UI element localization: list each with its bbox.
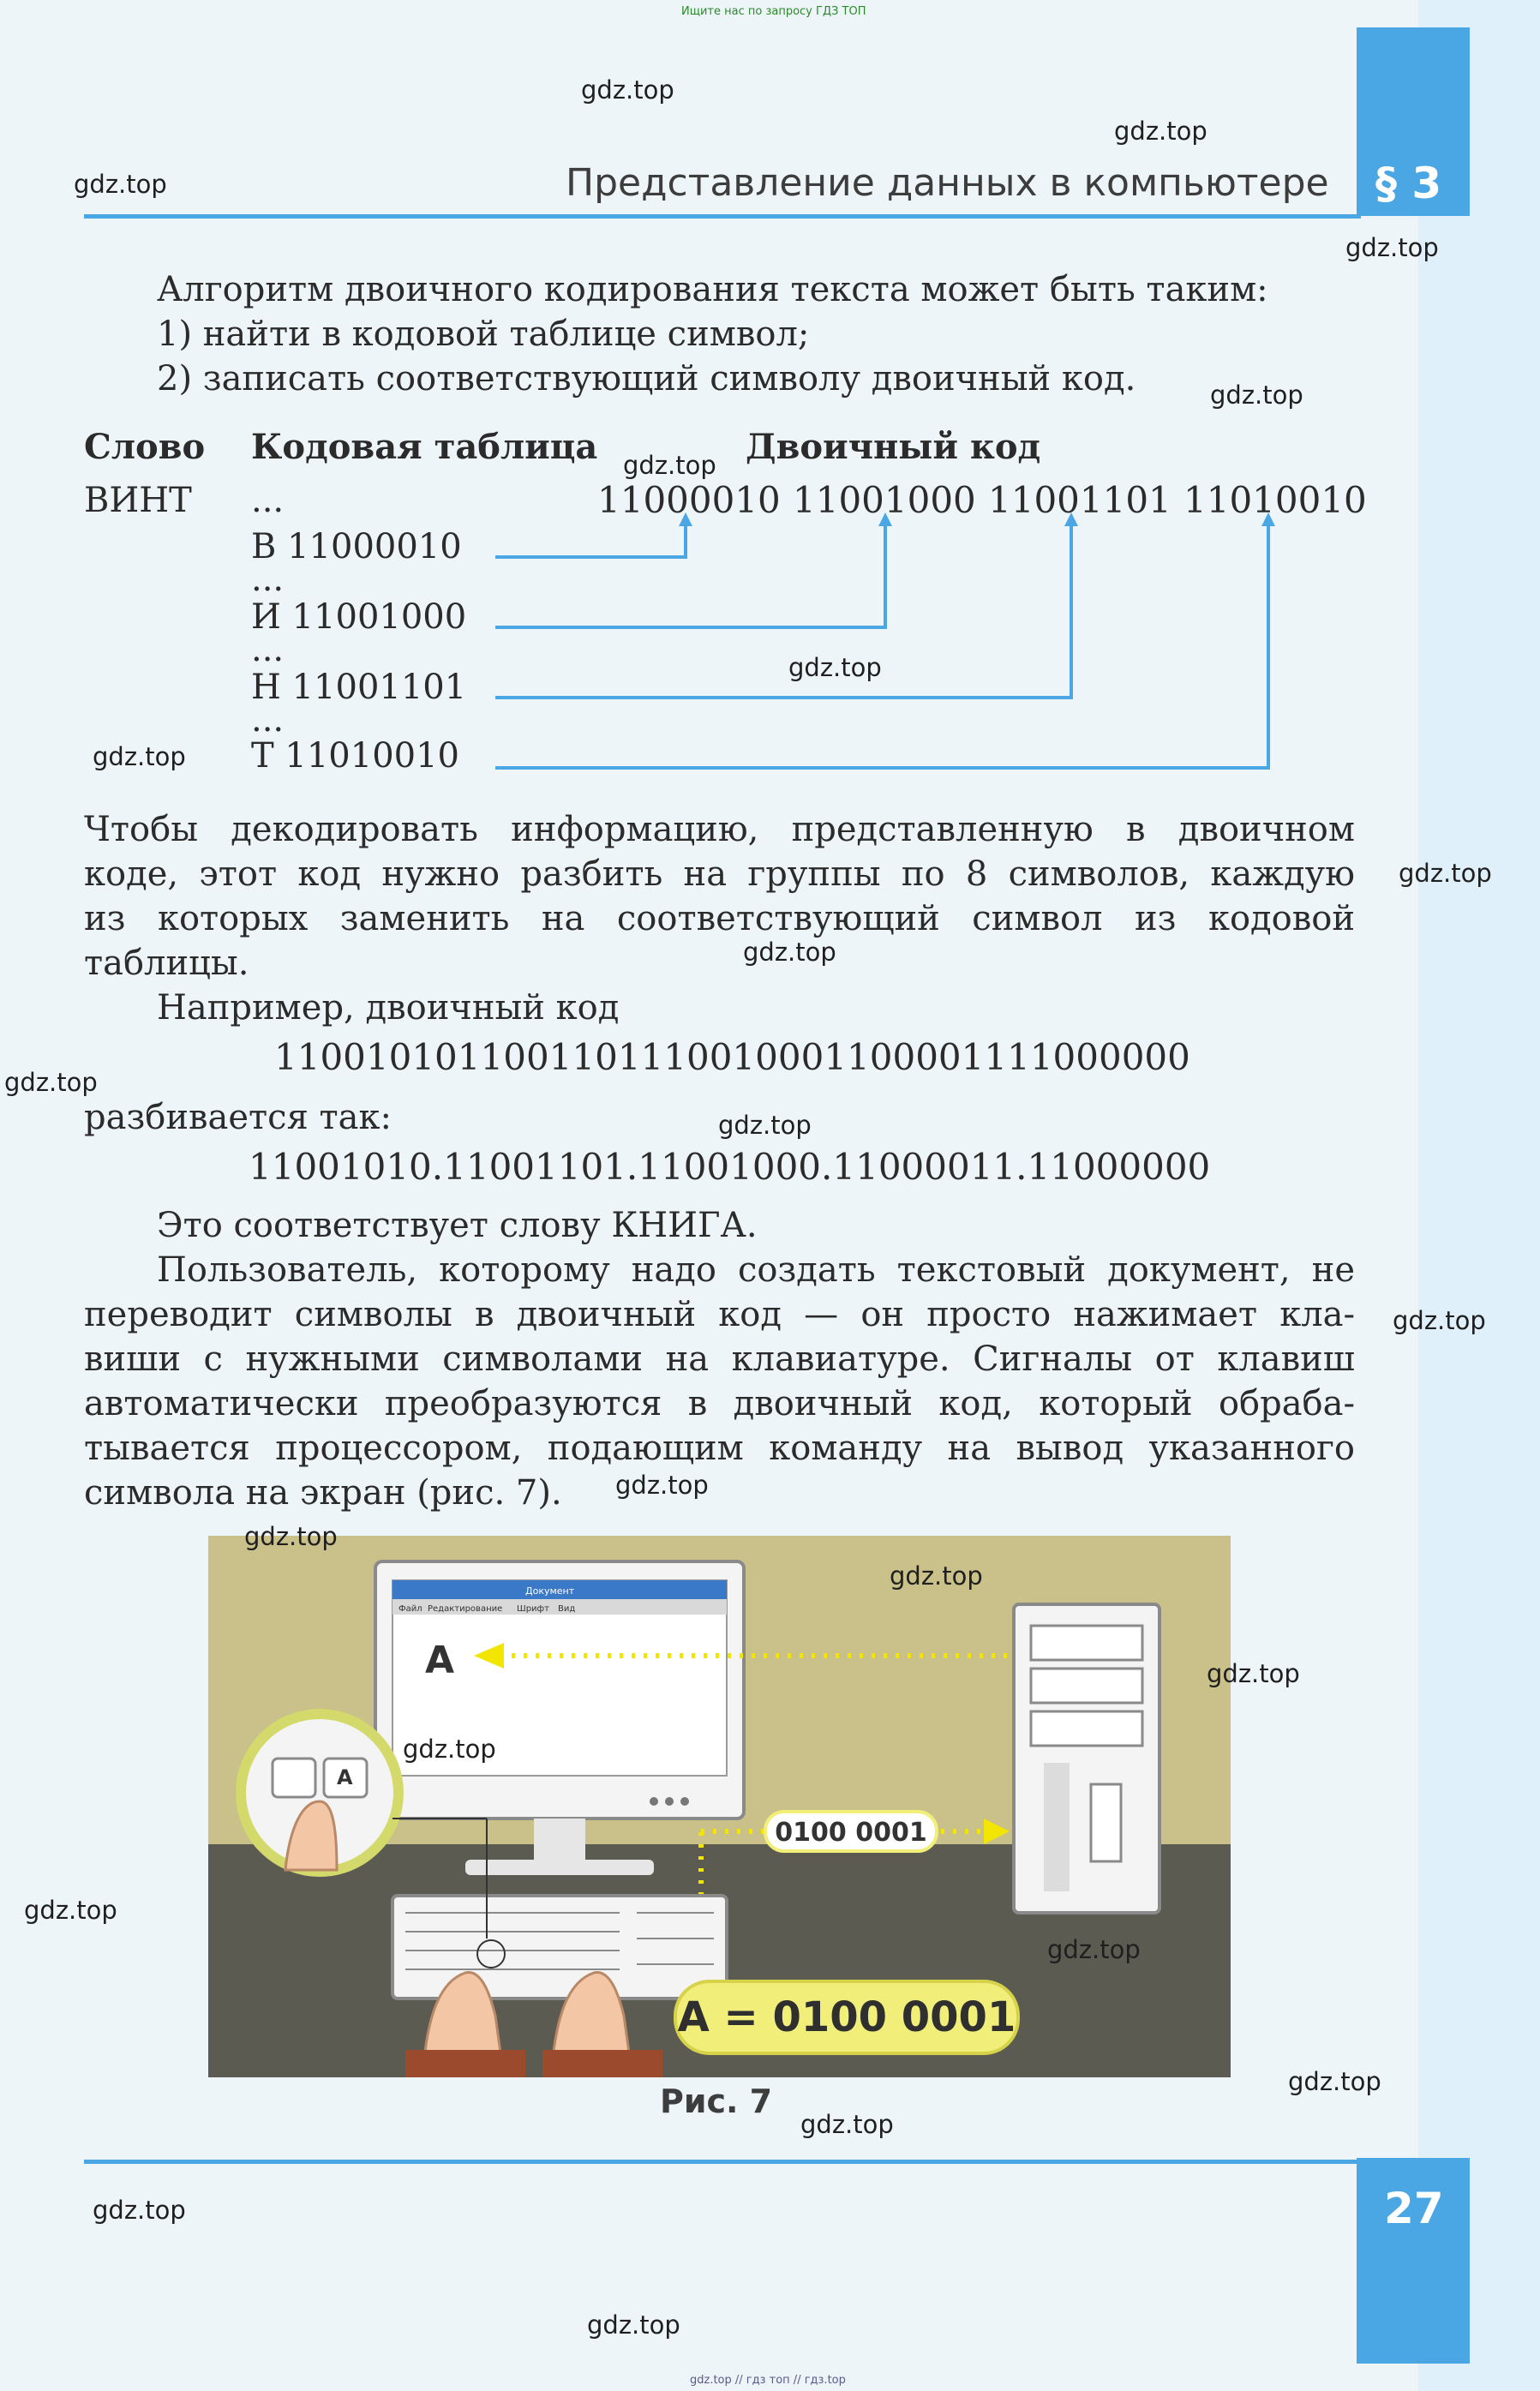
intro-step-1: 1) найти в кодовой таблице символ; xyxy=(157,315,810,354)
watermark: gdz.top xyxy=(890,1561,983,1591)
watermark: gdz.top xyxy=(244,1522,338,1551)
split-binary: 11001010.11001101.11001000.11000011.11000000 xyxy=(249,1146,1211,1188)
intro-step-2: 2) записать соответствующий символу двоичный код. xyxy=(157,359,1136,398)
table-ellipsis: ... xyxy=(251,560,285,599)
page-number: 27 xyxy=(1384,2184,1444,2233)
watermark: gdz.top xyxy=(93,742,186,771)
decode-line-1: Чтобы декодировать информацию, представленную в двоичном xyxy=(84,810,1355,849)
column-binary-header: Двоичный код xyxy=(746,427,1041,467)
decode-line-3: из которых заменить на соответствующий символ из кодовой xyxy=(84,899,1355,938)
watermark: gdz.top xyxy=(74,170,167,199)
watermark: gdz.top xyxy=(788,653,882,682)
window-title: Документ xyxy=(525,1585,575,1597)
table-row-n: Н 11001101 xyxy=(251,668,467,707)
binary-code-3: 11001101 xyxy=(988,479,1171,521)
table-row-v: В 11000010 xyxy=(251,527,462,566)
user-line-5: тывается процессором, подающим команду на вывод указанного xyxy=(84,1429,1355,1468)
watermark: gdz.top xyxy=(24,1896,117,1925)
bottom-notice[interactable]: gdz.top // гдз топ // гдз.top xyxy=(690,2374,846,2387)
page-header-title: Представление данных в компьютере xyxy=(566,161,1329,205)
equation: А = 0100 0001 xyxy=(677,1993,1016,2041)
table-row-t: Т 11010010 xyxy=(251,736,459,776)
watermark: gdz.top xyxy=(581,75,674,105)
column-table-header: Кодовая таблица xyxy=(251,427,598,467)
watermark: gdz.top xyxy=(93,2196,186,2225)
figure-illustration xyxy=(208,1536,1231,2077)
key-letter: A xyxy=(337,1765,353,1789)
arrow-n xyxy=(495,524,1071,698)
decode-line-4: таблицы. xyxy=(84,944,249,983)
watermark: gdz.top xyxy=(403,1735,496,1764)
table-ellipsis: ... xyxy=(251,700,285,740)
split-label: разбивается так: xyxy=(84,1098,392,1137)
binary-code-1: 11000010 xyxy=(597,479,781,521)
watermark: gdz.top xyxy=(1210,381,1303,410)
table-ellipsis: ... xyxy=(251,630,285,669)
decode-line-2: коде, этот код нужно разбить на группы по 8 символов, каждую xyxy=(84,854,1355,894)
menu-font: Шрифт xyxy=(517,1604,549,1614)
table-ellipsis: ... xyxy=(251,481,285,520)
watermark: gdz.top xyxy=(718,1111,812,1140)
binary-code-2: 11001000 xyxy=(793,479,976,521)
watermark: gdz.top xyxy=(1047,1935,1141,1964)
arrow-i xyxy=(495,524,885,627)
watermark: gdz.top xyxy=(615,1471,709,1500)
user-line-6: символа на экран (рис. 7). xyxy=(84,1473,562,1513)
signal-code: 0100 0001 xyxy=(775,1818,927,1848)
binary-code-4: 11010010 xyxy=(1183,479,1367,521)
column-word-header: Слово xyxy=(84,427,206,467)
watermark: gdz.top xyxy=(743,938,836,967)
watermark: gdz.top xyxy=(1288,2067,1381,2096)
watermark: gdz.top xyxy=(1399,859,1492,888)
watermark: gdz.top xyxy=(1207,1659,1300,1688)
menu-file: Файл xyxy=(398,1604,422,1614)
table-row-i: И 11001000 xyxy=(251,597,467,637)
example-intro: Например, двоичный код xyxy=(157,988,620,1028)
watermark: gdz.top xyxy=(623,451,716,480)
example-binary: 1100101011001101110010001100001111000000 xyxy=(274,1036,1190,1078)
watermark: gdz.top xyxy=(1345,233,1439,262)
watermark: gdz.top xyxy=(587,2310,680,2340)
watermark: gdz.top xyxy=(800,2110,894,2139)
watermark: gdz.top xyxy=(1114,117,1207,146)
watermark: gdz.top xyxy=(4,1068,98,1097)
figure-caption: Рис. 7 xyxy=(660,2082,773,2120)
arrow-t xyxy=(495,524,1268,768)
decode-result: Это соответствует слову КНИГА. xyxy=(157,1206,758,1245)
arrow-v xyxy=(495,524,686,557)
section-number: § 3 xyxy=(1375,159,1442,208)
watermark: gdz.top xyxy=(1393,1306,1486,1335)
figure-7 xyxy=(208,1536,1231,2077)
user-line-4: автоматически преобразуются в двоичный код, который обраба- xyxy=(84,1384,1355,1423)
intro-line: Алгоритм двоичного кодирования текста может быть таким: xyxy=(157,270,1268,309)
user-line-2: переводит символы в двоичный код — он просто нажимает кла- xyxy=(84,1295,1355,1334)
screen-letter: А xyxy=(425,1639,455,1682)
example-word: ВИНТ xyxy=(84,481,192,520)
menu-view: Вид xyxy=(558,1604,576,1614)
footer-rule xyxy=(84,2160,1361,2164)
top-notice[interactable]: Ищите нас по запросу ГДЗ ТОП xyxy=(681,5,866,18)
user-line-1: Пользователь, которому надо создать текстовый документ, не xyxy=(157,1250,1355,1290)
menu-edit: Редактирование xyxy=(428,1604,503,1614)
mapping-arrows xyxy=(0,0,1540,857)
user-line-3: виши с нужными символами на клавиатуре. Сигналы от клавиш xyxy=(84,1339,1355,1379)
